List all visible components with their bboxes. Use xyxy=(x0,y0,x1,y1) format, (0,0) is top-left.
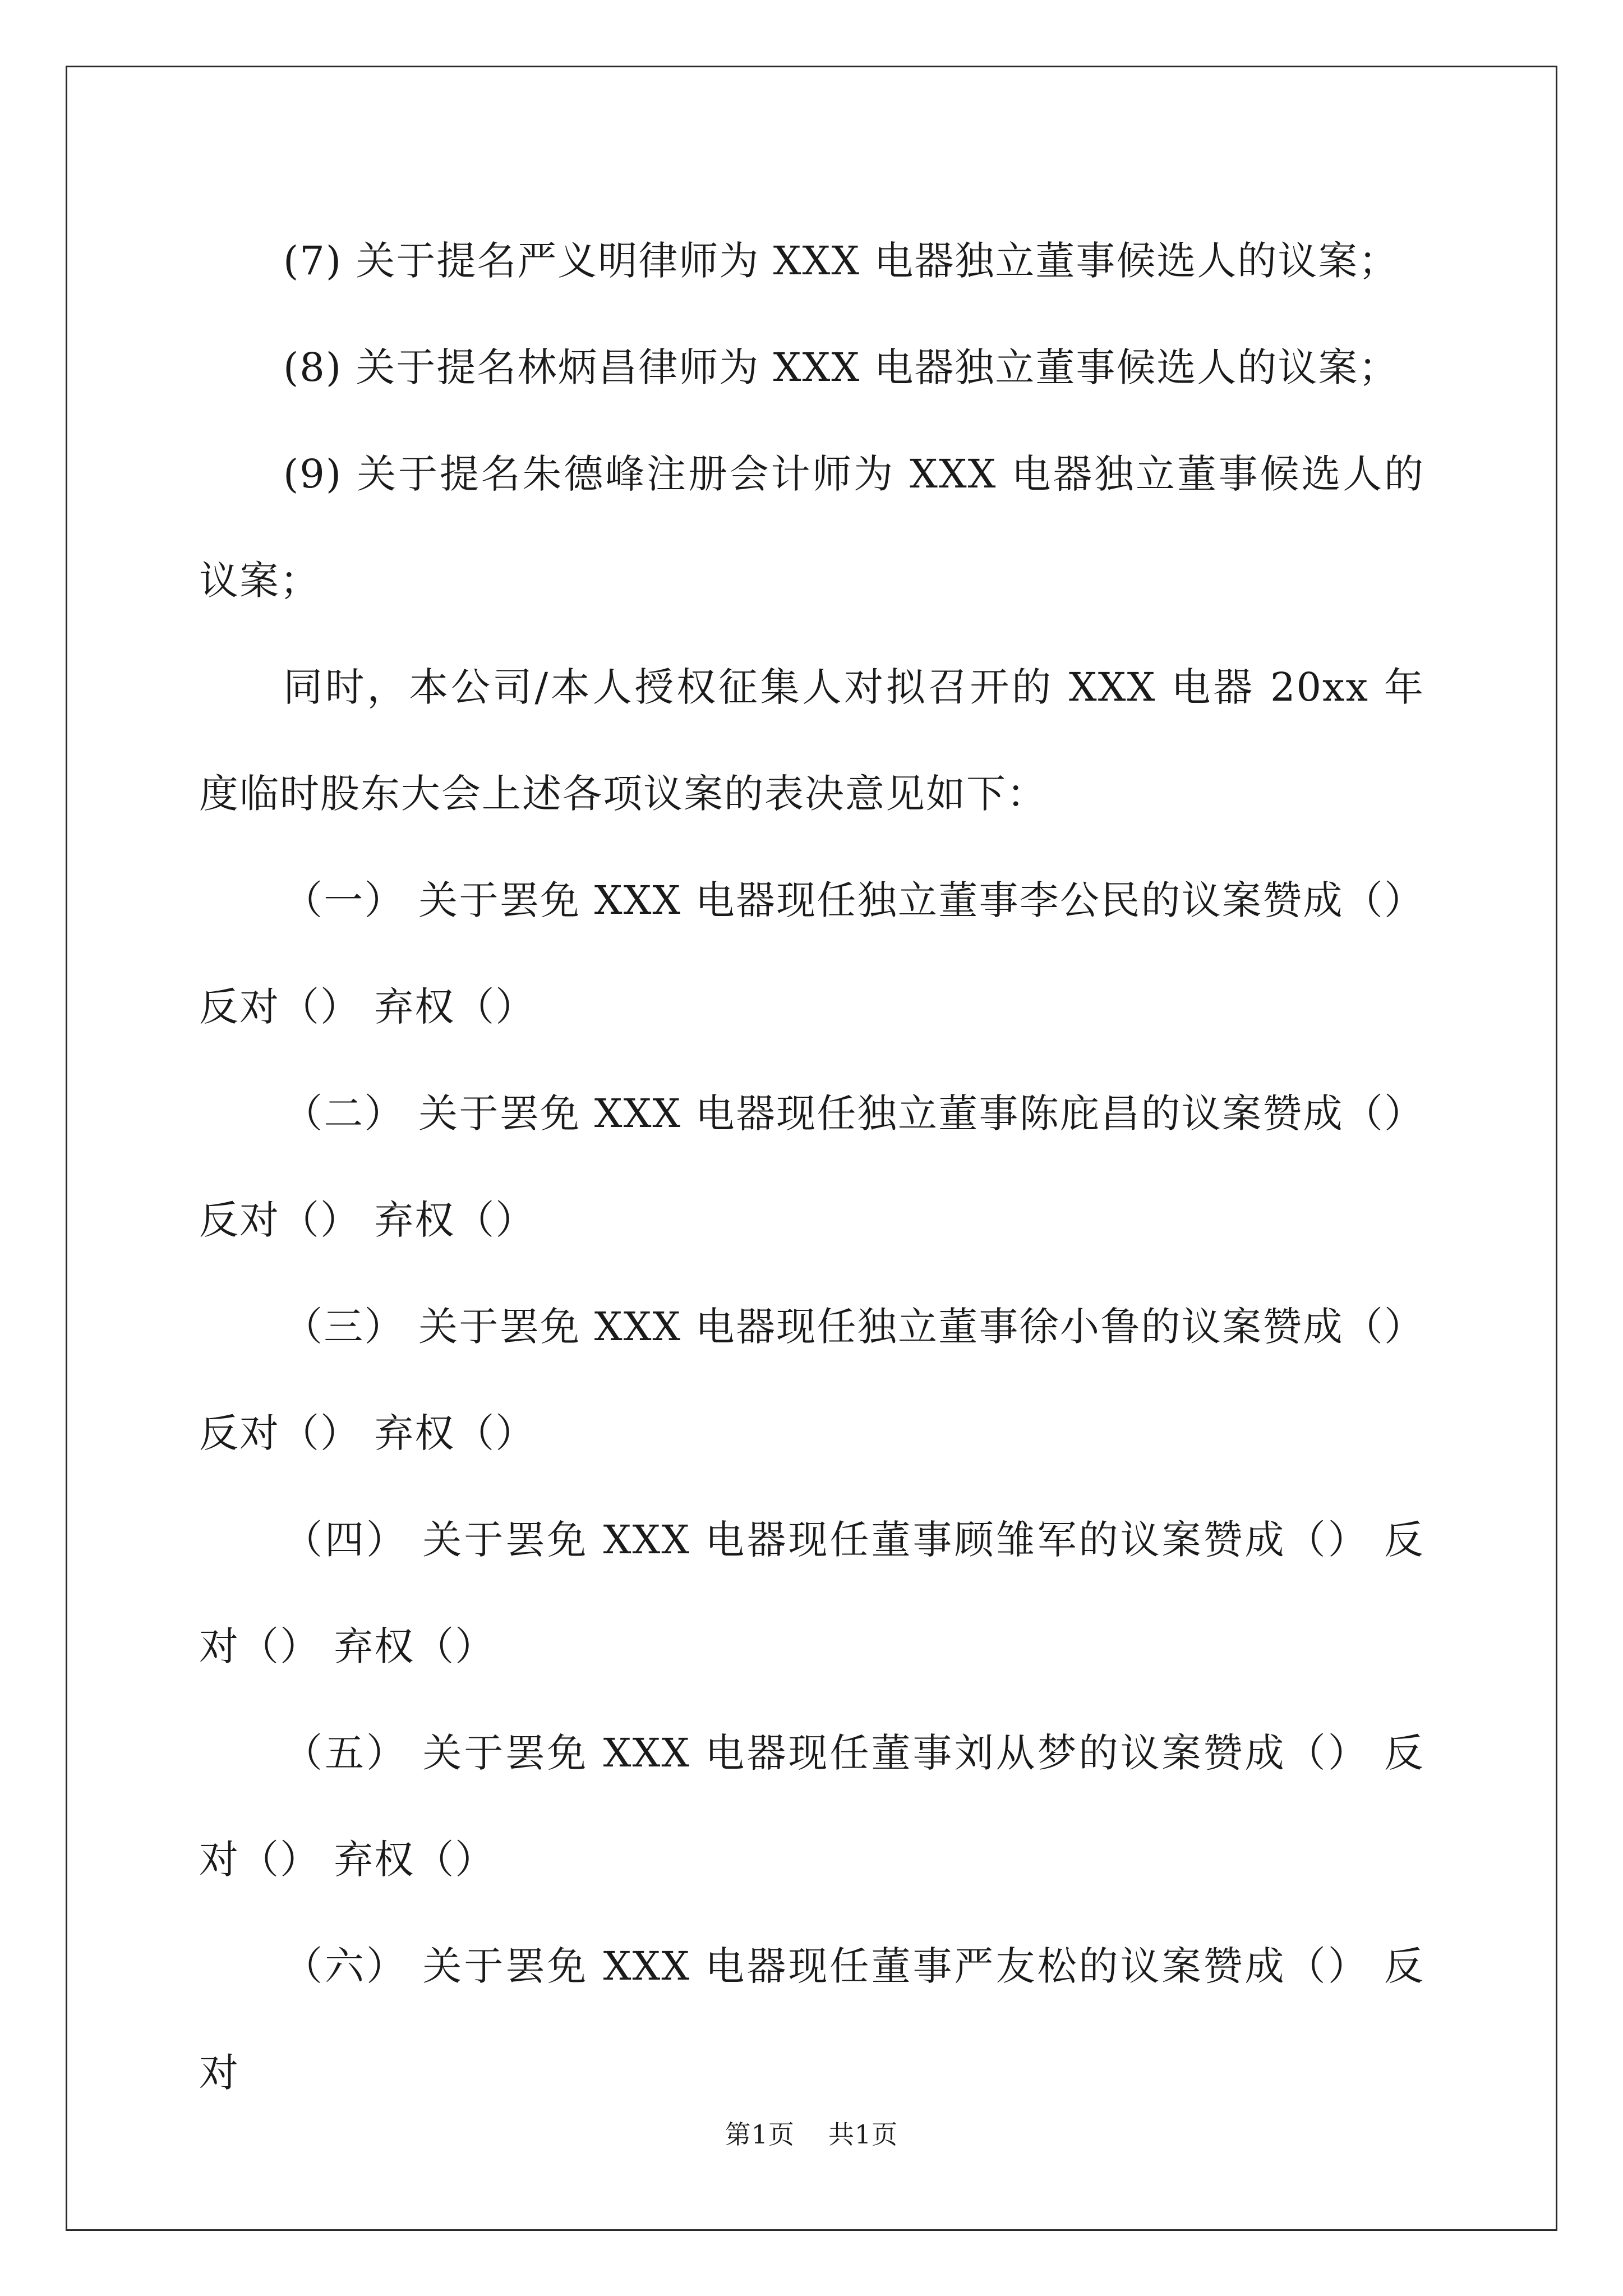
vote-item-3: （三） 关于罢免 XXX 电器现任独立董事徐小鲁的议案赞成（） 反对（） 弃权（） xyxy=(199,1304,1424,1456)
vote-item-4: （四） 关于罢免 XXX 电器现任董事顾雏军的议案赞成（） 反对（） 弃权（） xyxy=(199,1517,1424,1669)
vote-item-6: （六） 关于罢免 XXX 电器现任董事严友松的议案赞成（） 反对 xyxy=(199,1943,1424,2096)
document-body xyxy=(199,208,1424,2126)
vote-item-1: （一） 关于罢免 XXX 电器现任独立董事李公民的议案赞成（） 反对（） 弃权（） xyxy=(199,877,1424,1030)
paragraph-item-8: (8) 关于提名林炳昌律师为 XXX 电器独立董事候选人的议案； xyxy=(283,344,1399,390)
paragraph-item-9: (9) 关于提名朱德峰注册会计师为 XXX 电器独立董事候选人的议案； xyxy=(199,451,1424,604)
paragraph-authorization: 同时，本公司/本人授权征集人对拟召开的 XXX 电器 20xx 年度临时股东大会上述各项议案的表决意见如下： xyxy=(199,664,1424,817)
page-footer xyxy=(0,2118,1623,2151)
page-total: 共1页 xyxy=(828,2119,898,2150)
paragraph-item-7: (7) 关于提名严义明律师为 XXX 电器独立董事候选人的议案； xyxy=(283,238,1399,284)
page-number: 第1页 xyxy=(725,2119,795,2150)
vote-item-2: （二） 关于罢免 XXX 电器现任独立董事陈庇昌的议案赞成（） 反对（） 弃权（） xyxy=(199,1091,1424,1243)
vote-item-5: （五） 关于罢免 XXX 电器现任董事刘从梦的议案赞成（） 反对（） 弃权（） xyxy=(199,1730,1424,1883)
